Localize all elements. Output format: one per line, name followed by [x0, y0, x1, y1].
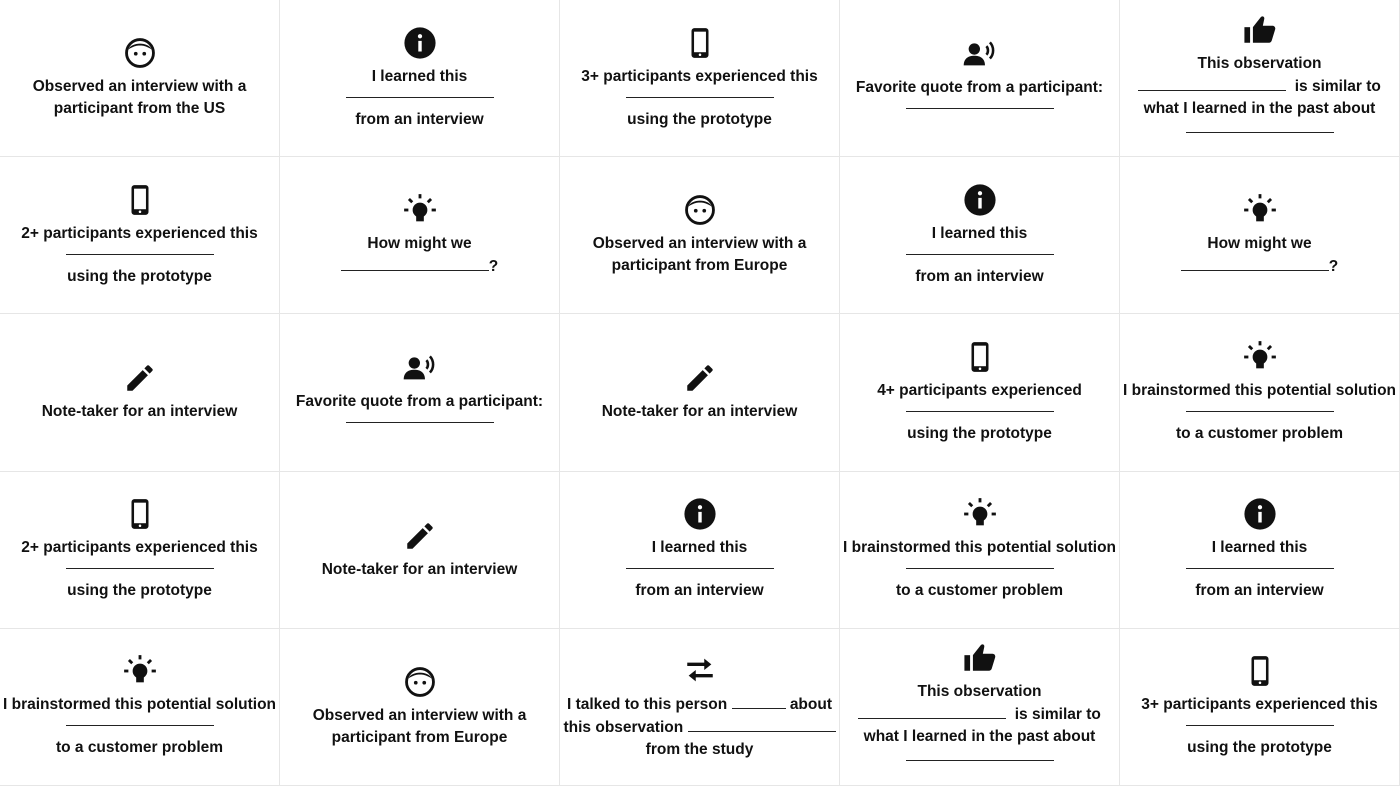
card-talked-to-person [560, 629, 840, 786]
card-participants-prototype [0, 157, 280, 314]
card-text-line-2: using the prototype [1187, 739, 1332, 757]
speaker-icon [963, 37, 997, 71]
face-icon [683, 193, 717, 227]
card-text-line-2: is similar to [1138, 75, 1381, 98]
card-text-line-2: to a customer problem [55, 739, 224, 757]
card-text-line-2: to a customer problem [895, 582, 1064, 600]
card-similar-observation [840, 629, 1120, 786]
card-text-line-1: Favorite quote from a participant: [295, 392, 544, 410]
fill-in-blank[interactable] [906, 568, 1054, 569]
fill-in-blank[interactable] [906, 411, 1054, 412]
thumbs-up-icon [1243, 13, 1277, 47]
card-text-line-2: participant from Europe [331, 728, 508, 746]
fill-in-blank[interactable] [626, 97, 774, 98]
card-text-line-1: 3+ participants experienced this [1141, 696, 1378, 714]
card-text-line-2: using the prototype [907, 424, 1052, 442]
lightbulb-icon [963, 497, 997, 531]
phone-icon [1243, 654, 1277, 688]
phone-icon [963, 340, 997, 374]
fill-in-blank[interactable] [346, 97, 494, 98]
card-brainstormed-solution [0, 629, 280, 786]
pencil-icon [123, 361, 157, 395]
card-learned-interview [560, 472, 840, 629]
fill-in-blank[interactable] [858, 703, 1006, 719]
lightbulb-icon [403, 193, 437, 227]
card-text-line-1: How might we [367, 234, 472, 252]
fill-in-blank[interactable] [1186, 132, 1334, 133]
fill-in-blank[interactable] [1186, 568, 1334, 569]
card-text-line-1: 3+ participants experienced this [581, 67, 818, 85]
card-text-line-2: using the prototype [67, 267, 212, 285]
card-text-line-2: ? [1181, 255, 1338, 278]
card-text-line-1: I learned this [931, 224, 1028, 242]
fill-in-blank[interactable] [1186, 725, 1334, 726]
fill-in-blank[interactable] [1186, 411, 1334, 412]
card-text-line-1: Favorite quote from a participant: [855, 78, 1104, 96]
card-text-line-1: Observed an interview with a [312, 706, 527, 724]
card-how-might-we [1120, 157, 1400, 314]
face-icon [403, 665, 437, 699]
card-text-line-1: I brainstormed this potential solution [3, 696, 276, 714]
card-text-line-1: I learned this [371, 67, 468, 85]
card-text-line-2: to a customer problem [1175, 424, 1344, 442]
pencil-icon [683, 361, 717, 395]
phone-icon [123, 497, 157, 531]
card-text-line-1: Note-taker for an interview [321, 560, 518, 578]
swap-icon [683, 653, 717, 687]
card-text-line-1: This observation [917, 683, 1042, 701]
card-text-line-1: 2+ participants experienced this [21, 539, 258, 557]
card-text-line-2: from an interview [355, 110, 484, 128]
card-text-line-2: from an interview [915, 267, 1044, 285]
card-text-line-1: Note-taker for an interview [601, 403, 798, 421]
lightbulb-icon [1243, 193, 1277, 227]
card-text-line-1: I learned this [1211, 539, 1308, 557]
fill-in-blank[interactable] [626, 568, 774, 569]
fill-in-blank[interactable] [906, 760, 1054, 761]
fill-in-blank[interactable] [66, 254, 214, 255]
card-text-line-2: from an interview [635, 582, 764, 600]
card-participants-prototype [560, 0, 840, 157]
card-how-might-we [280, 157, 560, 314]
card-text-line-1: I learned this [651, 539, 748, 557]
card-text-line-1: Observed an interview with a [592, 235, 807, 253]
card-text-line-2: from an interview [1195, 582, 1324, 600]
fill-in-blank[interactable] [66, 725, 214, 726]
card-text-line-3: what I learned in the past about [1143, 99, 1376, 117]
card-text-line-1: I brainstormed this potential solution [1123, 381, 1396, 399]
card-favorite-quote [280, 314, 560, 471]
phone-icon [683, 26, 717, 60]
card-text-line-1: How might we [1207, 234, 1312, 252]
card-similar-observation [1120, 0, 1400, 157]
card-brainstormed-solution [1120, 314, 1400, 471]
info-icon [403, 26, 437, 60]
card-text-line-1: 2+ participants experienced this [21, 224, 258, 242]
face-icon [123, 36, 157, 70]
card-text-line-1: This observation [1197, 54, 1322, 72]
info-icon [1243, 497, 1277, 531]
card-favorite-quote [840, 0, 1120, 157]
lightbulb-icon [123, 654, 157, 688]
fill-in-blank[interactable] [906, 108, 1054, 109]
card-text-line-2: participant from Europe [611, 257, 788, 275]
card-text-line-1: Observed an interview with a [32, 78, 247, 96]
card-note-taker [0, 314, 280, 471]
card-participants-prototype [0, 472, 280, 629]
fill-in-blank[interactable] [906, 254, 1054, 255]
card-text-line-2: ? [341, 255, 498, 278]
fill-in-blank[interactable] [1138, 75, 1286, 91]
card-participants-prototype [1120, 629, 1400, 786]
card-text-line-3: from the study [645, 740, 754, 758]
fill-in-blank[interactable] [732, 693, 786, 709]
fill-in-blank[interactable] [66, 568, 214, 569]
fill-in-blank[interactable] [688, 716, 836, 732]
card-observed-us [0, 0, 280, 157]
card-text-line-1: I talked to this person about [567, 693, 832, 716]
info-icon [683, 497, 717, 531]
card-participants-prototype [840, 314, 1120, 471]
info-icon [963, 183, 997, 217]
card-text-line-1: 4+ participants experienced [877, 381, 1082, 399]
card-text-line-2: using the prototype [67, 582, 212, 600]
card-brainstormed-solution [840, 472, 1120, 629]
thumbs-up-icon [963, 641, 997, 675]
phone-icon [123, 183, 157, 217]
card-observed-europe [280, 629, 560, 786]
card-text-line-2: participant from the US [53, 100, 226, 118]
card-text-line-3: what I learned in the past about [863, 728, 1096, 746]
card-learned-interview [1120, 472, 1400, 629]
card-observed-europe [560, 157, 840, 314]
fill-in-blank[interactable] [346, 422, 494, 423]
card-text-line-2: this observation [563, 716, 835, 739]
card-learned-interview [840, 157, 1120, 314]
lightbulb-icon [1243, 340, 1277, 374]
fill-in-blank[interactable] [1181, 255, 1329, 271]
card-learned-interview [280, 0, 560, 157]
card-text-line-1: Note-taker for an interview [41, 403, 238, 421]
card-note-taker [280, 472, 560, 629]
card-text-line-2: is similar to [858, 703, 1101, 726]
card-text-line-1: I brainstormed this potential solution [843, 539, 1116, 557]
pencil-icon [403, 519, 437, 553]
card-text-line-2: using the prototype [627, 110, 772, 128]
speaker-icon [403, 351, 437, 385]
card-note-taker [560, 314, 840, 471]
fill-in-blank[interactable] [341, 255, 489, 271]
